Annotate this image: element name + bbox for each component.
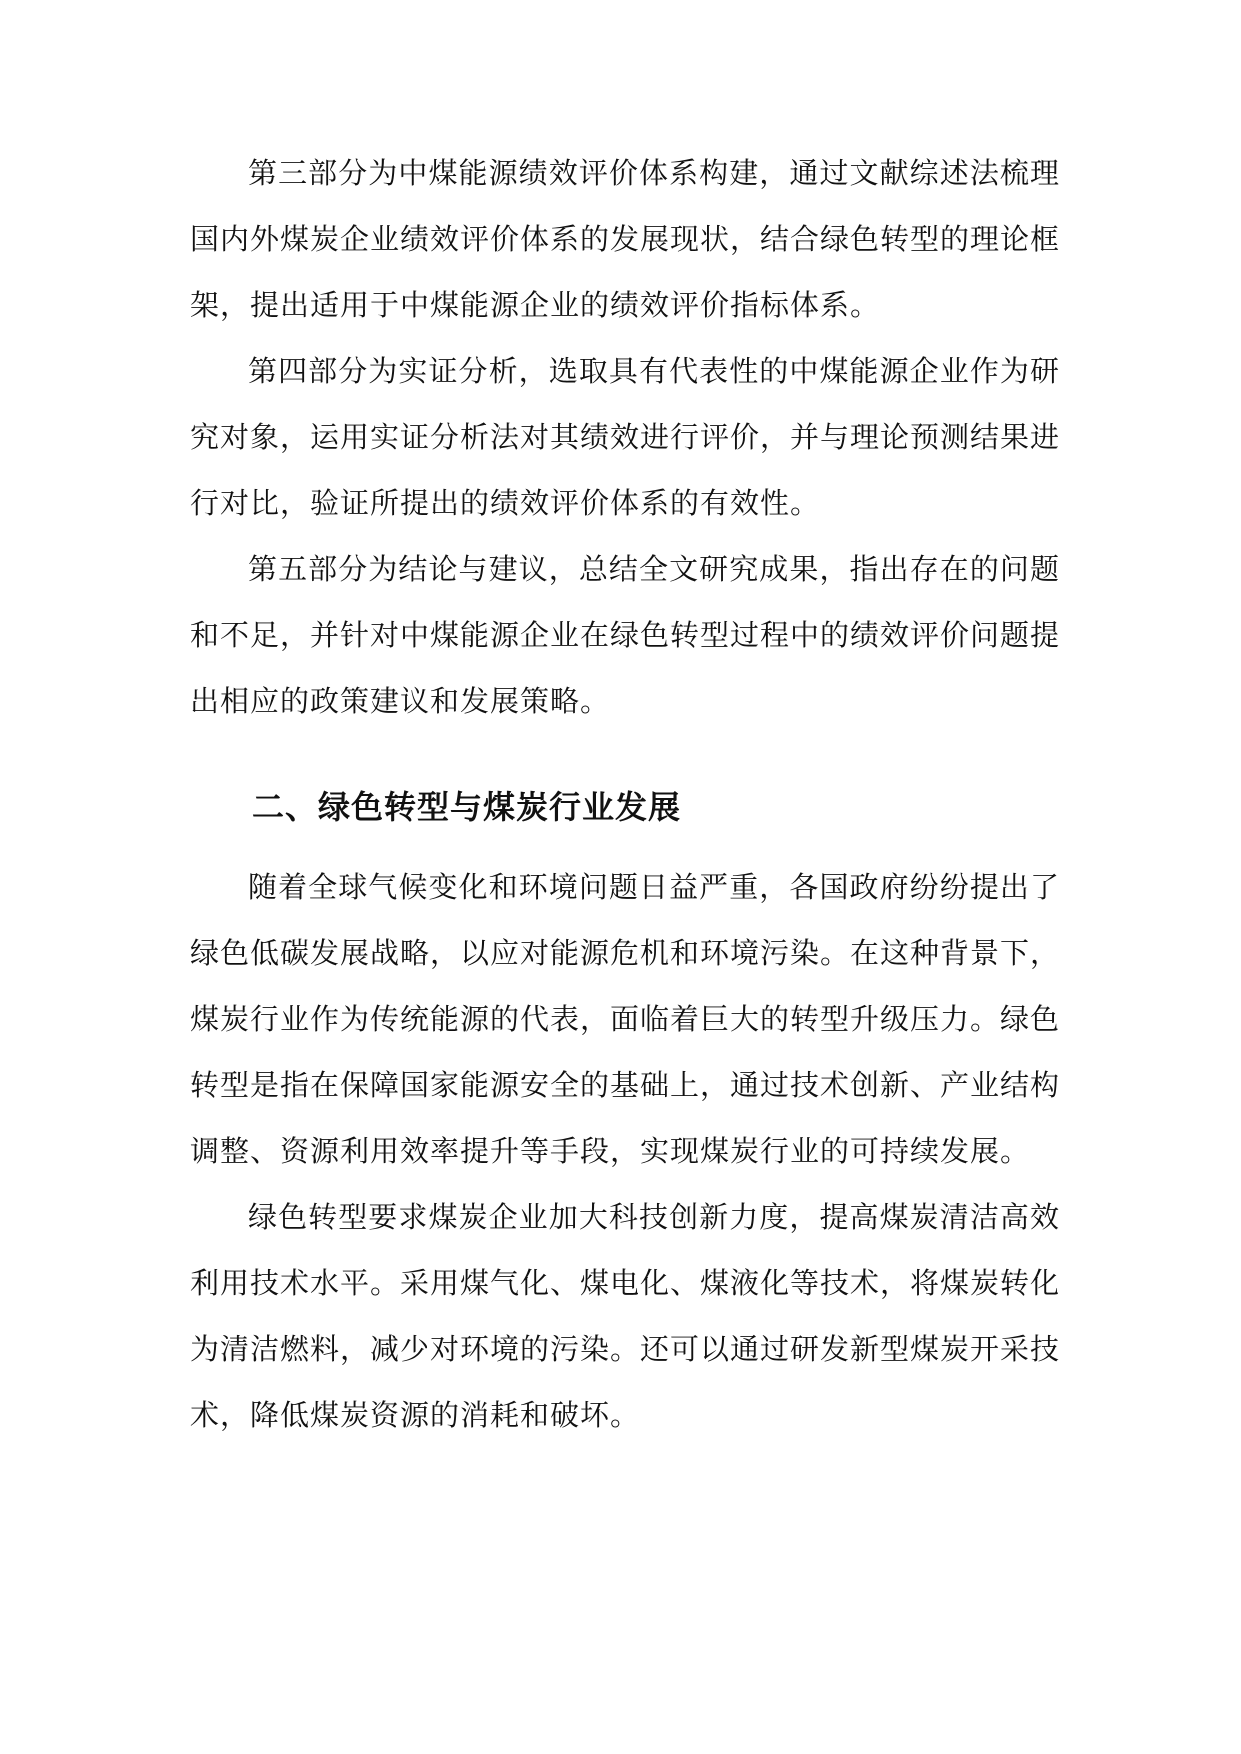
paragraph-part-five: 第五部分为结论与建议，总结全文研究成果，指出存在的问题和不足，并针对中煤能源企业在绿色转型过程中的绩效评价问题提出相应的政策建议和发展策略。 [190, 552, 1061, 718]
paragraph-green-transition-background: 随着全球气候变化和环境问题日益严重，各国政府纷纷提出了绿色低碳发展战略，以应对能源危机和环境污染。在这种背景下，煤炭行业作为传统能源的代表，面临着巨大的转型升级压力。绿色转型是指在保障国家能源安全的基础上，通过技术创新、产业结构调整、资源利用效率提升等手段，实现煤炭行业的可持续发展。 [190, 870, 1061, 1168]
paragraph-part-three: 第三部分为中煤能源绩效评价体系构建，通过文献综述法梳理国内外煤炭企业绩效评价体系的发展现状，结合绿色转型的理论框架，提出适用于中煤能源企业的绩效评价指标体系。 [190, 156, 1061, 322]
paragraph-green-transition-requirements: 绿色转型要求煤炭企业加大科技创新力度，提高煤炭清洁高效利用技术水平。采用煤气化、煤电化、煤液化等技术，将煤炭转化为清洁燃料，减少对环境的污染。还可以通过研发新型煤炭开采技术，降低煤炭资源的消耗和破坏。 [190, 1200, 1061, 1432]
section-heading: 二、绿色转型与煤炭行业发展 [252, 788, 682, 826]
document-body [190, 140, 1060, 1448]
paragraph-part-four: 第四部分为实证分析，选取具有代表性的中煤能源企业作为研究对象，运用实证分析法对其绩效进行评价，并与理论预测结果进行对比，验证所提出的绩效评价体系的有效性。 [190, 354, 1061, 520]
